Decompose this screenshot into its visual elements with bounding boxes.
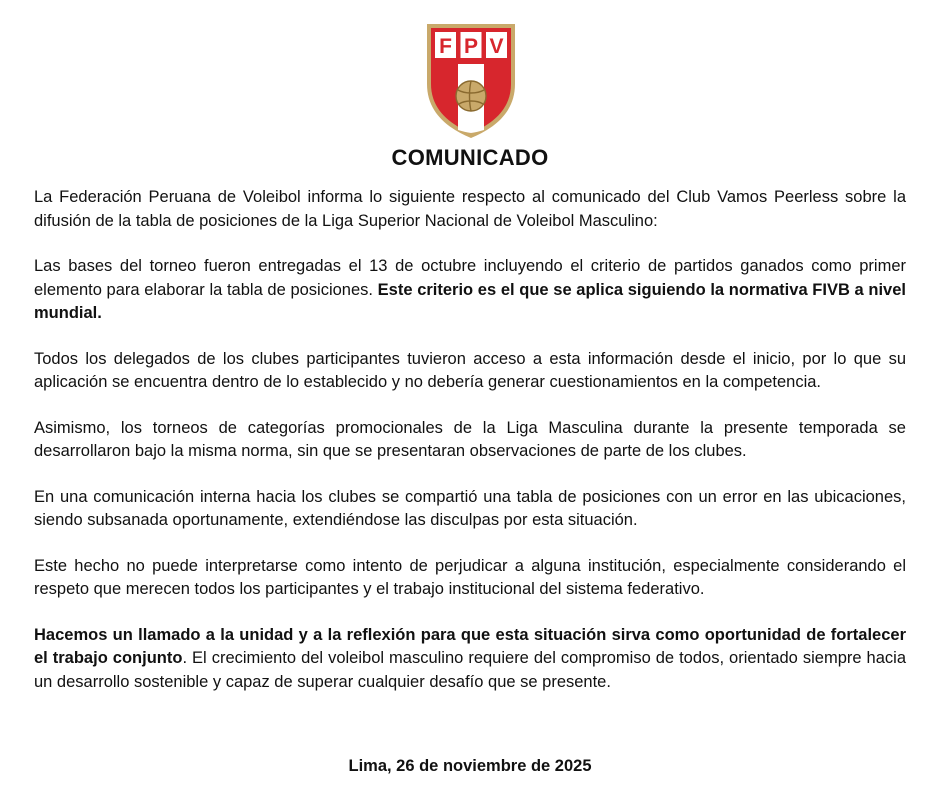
text-segment: La Federación Peruana de Voleibol informa lo siguiente respecto al comunicado del Club Vamos Peerless sobre la difusión de la tabla de posiciones de la Liga Superior Nacional de Voleibol Masculino: [34,188,906,230]
page-title: COMUNICADO [391,145,549,170]
text-segment: Todos los delegados de los clubes participantes tuvieron acceso a esta información desde el inicio, por lo que su aplicación se encuentra dentro de lo establecido y no debería generar cuestionamientos en la competencia. [34,349,906,391]
paragraph [34,624,906,695]
svg-text:F: F [439,35,452,58]
text-segment: Las bases del torneo fueron entregadas el 13 de octubre incluyendo el criterio de partidos ganados como primer elemento para elaborar la tabla de posiciones. [34,257,906,299]
svg-text:P: P [463,35,479,58]
fpv-logo [425,22,517,140]
bold-text: Este criterio es el que se aplica siguiendo la normativa FIVB a nivel mundial. [34,280,906,322]
text-segment: En una comunicación interna hacia los clubes se compartió una tabla de posiciones con un error en las ubicaciones, siendo subsanada oportunamente, extendiéndose las disculpas por esta situación. [34,487,906,529]
paragraph [34,417,906,464]
signoff-date: Lima, 26 de noviembre de 2025 [348,757,592,775]
paragraph [34,555,906,602]
paragraph [34,186,906,233]
text-segment: . El crecimiento del voleibol masculino requiere del compromiso de todos, orientado siempre hacia un desarrollo sostenible y capaz de superar cualquier desafío que se presente. [34,649,906,691]
paragraph [34,255,906,326]
text-segment: Asimismo, los torneos de categorías promocionales de la Liga Masculina durante la presente temporada se desarrollaron bajo la misma norma, sin que se presentaran observaciones de parte de los clubes. [34,418,906,460]
bold-text: Hacemos un llamado a la unidad y a la reflexión para que esta situación sirva como oportunidad de fortalecer el trabajo conjunto [34,625,906,667]
svg-text:V: V [489,35,504,58]
fpv-crest-icon [425,22,517,140]
paragraph [34,486,906,533]
paragraph [34,348,906,395]
text-segment: Este hecho no puede interpretarse como intento de perjudicar a alguna institución, especialmente considerando el respeto que merecen todos los participantes y el trabajo institucional del sistema federativo. [34,556,906,598]
communique-body [34,186,906,716]
